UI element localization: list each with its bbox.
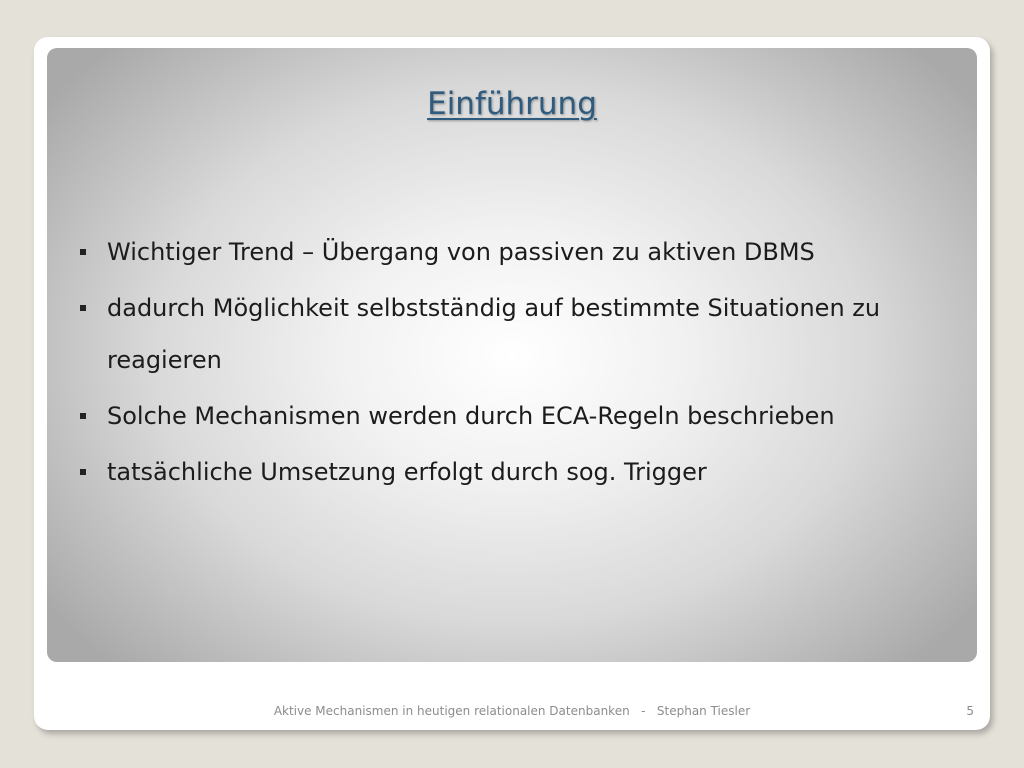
square-bullet-icon bbox=[80, 413, 86, 419]
square-bullet-icon bbox=[80, 469, 86, 475]
bullet-text: Wichtiger Trend – Übergang von passiven zu aktiven DBMS bbox=[107, 238, 815, 266]
bullet-item bbox=[75, 226, 970, 278]
page-number: 5 bbox=[966, 704, 974, 718]
bullet-item bbox=[75, 446, 970, 498]
square-bullet-icon bbox=[80, 249, 86, 255]
slide-title: Einführung bbox=[427, 86, 597, 122]
bullet-text: dadurch Möglichkeit selbstständig auf bestimmte Situationen zu reagieren bbox=[107, 294, 881, 374]
square-bullet-icon bbox=[80, 305, 86, 311]
bullet-text: tatsächliche Umsetzung erfolgt durch sog. Trigger bbox=[107, 458, 707, 486]
slide-footer: Aktive Mechanismen in heutigen relationalen Datenbanken - Stephan Tiesler bbox=[273, 704, 751, 718]
bullet-list bbox=[75, 226, 970, 502]
content-panel bbox=[47, 48, 977, 662]
bullet-item bbox=[75, 282, 970, 386]
bullet-text: Solche Mechanismen werden durch ECA-Regeln beschrieben bbox=[107, 402, 835, 430]
slide-frame bbox=[34, 37, 990, 730]
bullet-item bbox=[75, 390, 970, 442]
